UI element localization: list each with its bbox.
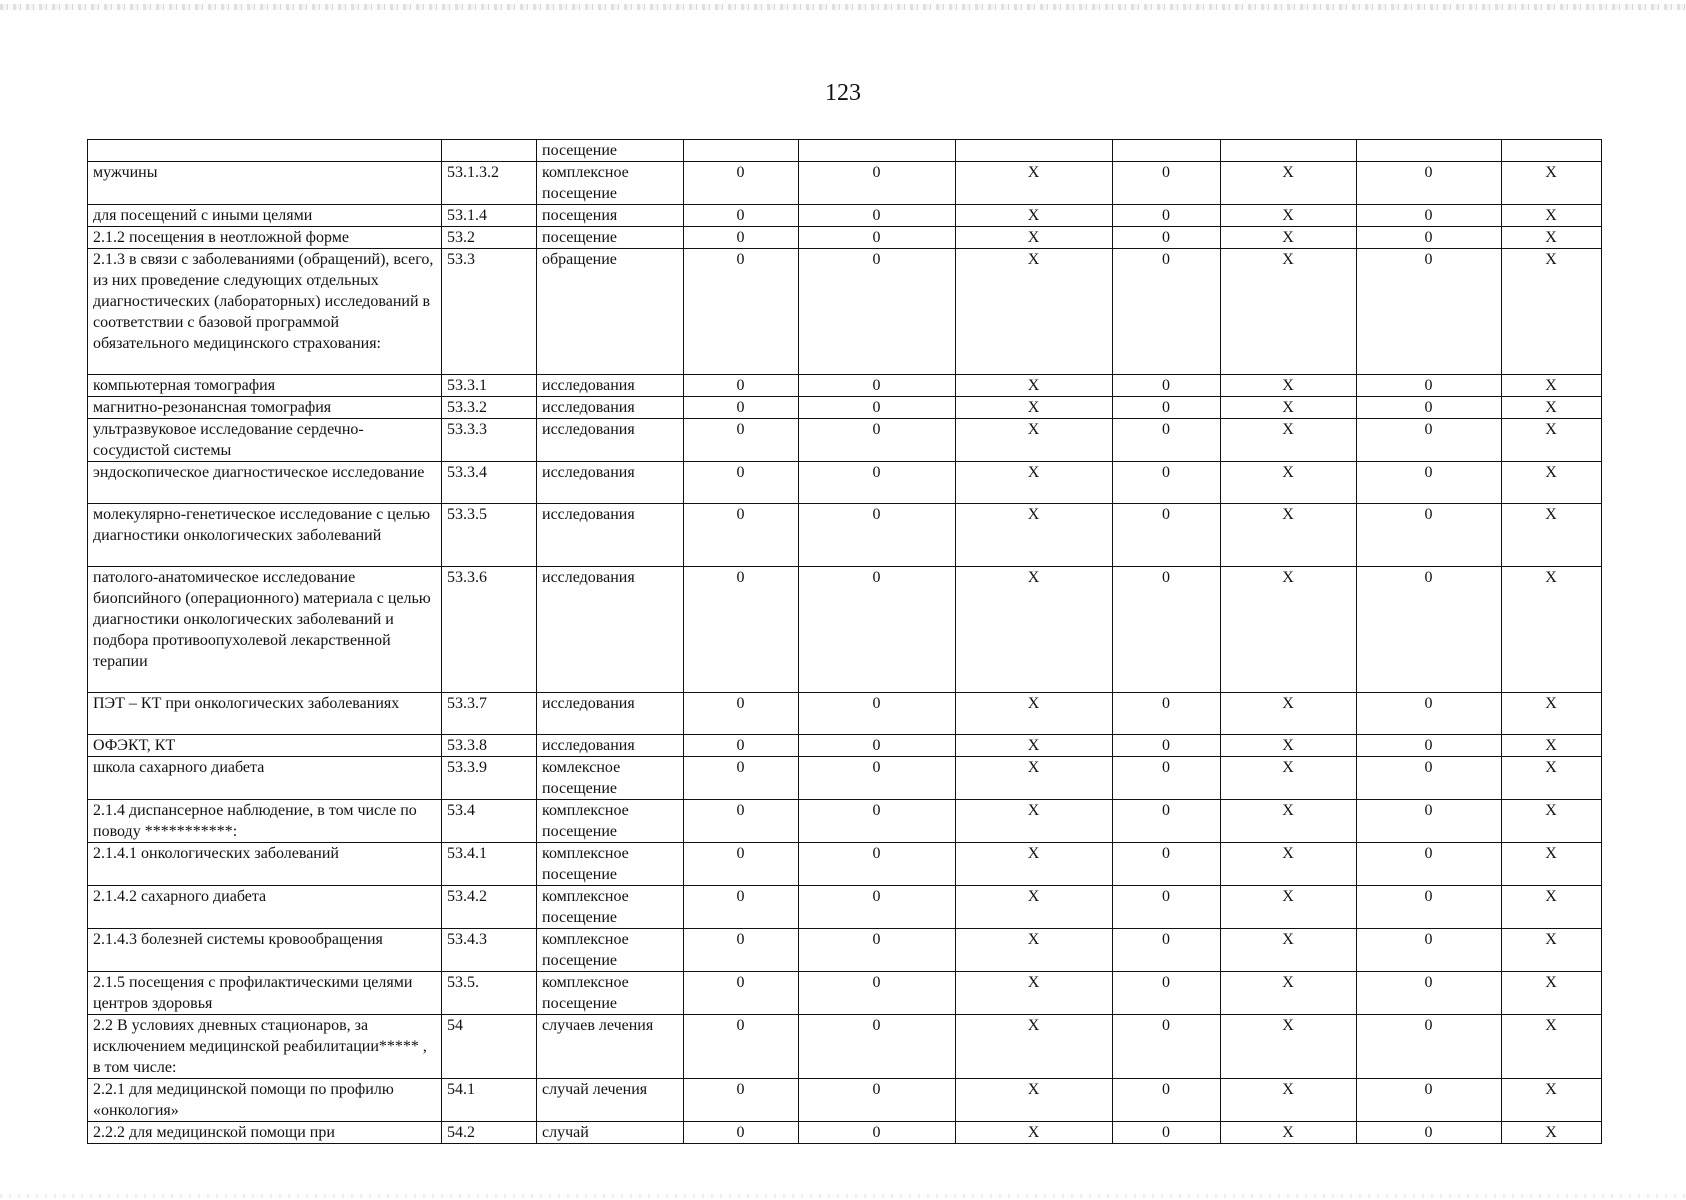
- row-code-cell: 54.2: [442, 1122, 537, 1144]
- row-value-cell: X: [956, 419, 1113, 462]
- table-row: [88, 205, 1602, 227]
- row-value-cell: 0: [1113, 205, 1221, 227]
- table-row: [88, 735, 1602, 757]
- row-code-cell: 53.4.2: [442, 886, 537, 929]
- row-unit-cell: комплексное посещение: [537, 929, 684, 972]
- row-value-cell: 0: [1113, 227, 1221, 249]
- row-value-cell: 0: [799, 757, 956, 800]
- row-name-cell: патолого-анатомическое исследование биопсийного (операционного) материала с целью диагностики онкологических заболеваний и подбора противоопухолевой лекарственной терапии: [88, 567, 442, 693]
- row-value-cell: 0: [1357, 462, 1502, 504]
- row-name-cell: 2.1.4.3 болезней системы кровообращения: [88, 929, 442, 972]
- row-value-cell: 0: [1357, 1079, 1502, 1122]
- row-value-cell: 0: [1113, 800, 1221, 843]
- row-value-cell: 0: [1113, 929, 1221, 972]
- row-value-cell: 0: [799, 375, 956, 397]
- row-value-cell: 0: [799, 504, 956, 567]
- table-row: [88, 227, 1602, 249]
- row-value-cell: X: [1221, 227, 1357, 249]
- row-value-cell: 0: [1113, 972, 1221, 1015]
- row-value-cell: 0: [684, 735, 799, 757]
- row-value-cell: 0: [1357, 227, 1502, 249]
- row-value-cell: X: [1502, 162, 1602, 205]
- row-value-cell: 0: [799, 972, 956, 1015]
- row-name-cell: 2.1.4 диспансерное наблюдение, в том числе по поводу ***********:: [88, 800, 442, 843]
- row-unit-cell: случай лечения: [537, 1079, 684, 1122]
- row-value-cell: 0: [1113, 1122, 1221, 1144]
- row-value-cell: 0: [684, 419, 799, 462]
- row-value-cell: X: [1221, 886, 1357, 929]
- row-value-cell: X: [956, 205, 1113, 227]
- row-name-cell: [88, 140, 442, 162]
- row-unit-cell: посещение: [537, 227, 684, 249]
- row-unit-cell: исследования: [537, 375, 684, 397]
- table-row: [88, 929, 1602, 972]
- row-value-cell: X: [1221, 397, 1357, 419]
- row-value-cell: 0: [1113, 397, 1221, 419]
- row-value-cell: X: [1221, 419, 1357, 462]
- row-code-cell: 53.3: [442, 249, 537, 375]
- row-unit-cell: комплексное посещение: [537, 886, 684, 929]
- row-value-cell: X: [1502, 375, 1602, 397]
- row-name-cell: магнитно-резонансная томография: [88, 397, 442, 419]
- row-value-cell: 0: [1357, 375, 1502, 397]
- row-value-cell: 0: [684, 397, 799, 419]
- row-value-cell: X: [956, 735, 1113, 757]
- row-value-cell: X: [956, 462, 1113, 504]
- row-value-cell: 0: [684, 800, 799, 843]
- row-value-cell: X: [956, 1015, 1113, 1079]
- row-value-cell: 0: [799, 1122, 956, 1144]
- row-value-cell: 0: [1113, 504, 1221, 567]
- row-name-cell: для посещений с иными целями: [88, 205, 442, 227]
- row-value-cell: 0: [1113, 1015, 1221, 1079]
- table-row: [88, 757, 1602, 800]
- row-value-cell: 0: [1357, 735, 1502, 757]
- row-value-cell: 0: [1357, 800, 1502, 843]
- row-unit-cell: посещения: [537, 205, 684, 227]
- row-unit-cell: исследования: [537, 567, 684, 693]
- row-value-cell: 0: [1357, 929, 1502, 972]
- row-value-cell: 0: [684, 972, 799, 1015]
- row-unit-cell: посещение: [537, 140, 684, 162]
- row-code-cell: 53.3.2: [442, 397, 537, 419]
- row-unit-cell: исследования: [537, 397, 684, 419]
- row-value-cell: 0: [1113, 735, 1221, 757]
- row-name-cell: 2.2 В условиях дневных стационаров, за исключением медицинской реабилитации***** , в том числе:: [88, 1015, 442, 1079]
- row-value-cell: 0: [684, 1122, 799, 1144]
- row-code-cell: 53.3.3: [442, 419, 537, 462]
- row-value-cell: 0: [684, 249, 799, 375]
- row-value-cell: X: [1502, 419, 1602, 462]
- row-value-cell: 0: [684, 693, 799, 735]
- row-value-cell: 0: [799, 693, 956, 735]
- table-row: [88, 1079, 1602, 1122]
- row-value-cell: X: [1502, 249, 1602, 375]
- table-row: [88, 504, 1602, 567]
- row-value-cell: X: [1221, 929, 1357, 972]
- row-value-cell: X: [1502, 693, 1602, 735]
- row-value-cell: 0: [684, 1079, 799, 1122]
- row-value-cell: 0: [799, 227, 956, 249]
- row-name-cell: 2.1.2 посещения в неотложной форме: [88, 227, 442, 249]
- row-code-cell: 53.3.4: [442, 462, 537, 504]
- row-value-cell: 0: [1357, 1015, 1502, 1079]
- row-unit-cell: обращение: [537, 249, 684, 375]
- row-value-cell: [1221, 140, 1357, 162]
- table-row: [88, 972, 1602, 1015]
- row-unit-cell: комлексное посещение: [537, 757, 684, 800]
- row-value-cell: 0: [1357, 205, 1502, 227]
- row-code-cell: 53.2: [442, 227, 537, 249]
- row-value-cell: X: [1221, 757, 1357, 800]
- row-name-cell: 2.1.4.2 сахарного диабета: [88, 886, 442, 929]
- row-name-cell: ультразвуковое исследование сердечно-сосудистой системы: [88, 419, 442, 462]
- row-value-cell: 0: [1357, 504, 1502, 567]
- row-value-cell: 0: [1357, 419, 1502, 462]
- row-value-cell: 0: [684, 205, 799, 227]
- row-value-cell: X: [956, 249, 1113, 375]
- row-unit-cell: исследования: [537, 504, 684, 567]
- row-value-cell: X: [1502, 886, 1602, 929]
- row-code-cell: 53.3.5: [442, 504, 537, 567]
- row-value-cell: 0: [684, 757, 799, 800]
- row-unit-cell: исследования: [537, 462, 684, 504]
- row-value-cell: 0: [1113, 757, 1221, 800]
- row-name-cell: школа сахарного диабета: [88, 757, 442, 800]
- row-value-cell: 0: [1113, 462, 1221, 504]
- row-value-cell: X: [1502, 205, 1602, 227]
- data-table: [87, 139, 1602, 1144]
- row-value-cell: X: [1221, 972, 1357, 1015]
- row-unit-cell: комплексное посещение: [537, 800, 684, 843]
- table-row: [88, 375, 1602, 397]
- row-value-cell: X: [1502, 972, 1602, 1015]
- table-row: [88, 800, 1602, 843]
- row-value-cell: 0: [799, 886, 956, 929]
- row-value-cell: 0: [799, 162, 956, 205]
- row-unit-cell: комплексное посещение: [537, 972, 684, 1015]
- row-value-cell: X: [1502, 227, 1602, 249]
- row-value-cell: 0: [684, 567, 799, 693]
- row-name-cell: 2.1.5 посещения с профилактическими целями центров здоровья: [88, 972, 442, 1015]
- table-row: [88, 1015, 1602, 1079]
- row-value-cell: 0: [799, 419, 956, 462]
- row-value-cell: 0: [684, 843, 799, 886]
- row-value-cell: 0: [1113, 249, 1221, 375]
- row-value-cell: X: [1221, 504, 1357, 567]
- row-value-cell: X: [1221, 205, 1357, 227]
- row-value-cell: 0: [1113, 162, 1221, 205]
- row-value-cell: 0: [799, 735, 956, 757]
- table-row: [88, 397, 1602, 419]
- row-value-cell: X: [956, 843, 1113, 886]
- row-value-cell: X: [1502, 1079, 1602, 1122]
- row-value-cell: X: [1502, 1122, 1602, 1144]
- row-value-cell: X: [1221, 1122, 1357, 1144]
- row-code-cell: 53.1.3.2: [442, 162, 537, 205]
- table-row: [88, 162, 1602, 205]
- row-unit-cell: исследования: [537, 693, 684, 735]
- row-unit-cell: случай: [537, 1122, 684, 1144]
- row-value-cell: [1502, 140, 1602, 162]
- row-value-cell: X: [956, 1122, 1113, 1144]
- row-value-cell: [799, 140, 956, 162]
- row-value-cell: 0: [684, 504, 799, 567]
- row-value-cell: X: [956, 567, 1113, 693]
- scan-border-bottom: [0, 1194, 1686, 1198]
- row-value-cell: X: [1221, 462, 1357, 504]
- row-value-cell: X: [956, 757, 1113, 800]
- row-code-cell: 53.4: [442, 800, 537, 843]
- table-row: [88, 249, 1602, 375]
- row-code-cell: 53.1.4: [442, 205, 537, 227]
- row-value-cell: 0: [684, 462, 799, 504]
- row-value-cell: 0: [1357, 567, 1502, 693]
- row-code-cell: 53.3.8: [442, 735, 537, 757]
- row-value-cell: 0: [1357, 162, 1502, 205]
- row-value-cell: X: [1221, 162, 1357, 205]
- row-value-cell: 0: [799, 843, 956, 886]
- row-value-cell: X: [1221, 567, 1357, 693]
- table-row: [88, 140, 1602, 162]
- row-name-cell: 2.1.4.1 онкологических заболеваний: [88, 843, 442, 886]
- row-name-cell: 2.1.3 в связи с заболеваниями (обращений), всего, из них проведение следующих отдельных диагностических (лабораторных) исследований в соответствии с базовой программой обязательного медицинского страхования:: [88, 249, 442, 375]
- row-value-cell: 0: [684, 162, 799, 205]
- row-value-cell: X: [1221, 800, 1357, 843]
- row-value-cell: X: [1221, 1015, 1357, 1079]
- row-value-cell: X: [1221, 375, 1357, 397]
- row-code-cell: 53.5.: [442, 972, 537, 1015]
- row-name-cell: 2.2.2 для медицинской помощи при: [88, 1122, 442, 1144]
- row-name-cell: ОФЭКТ, КТ: [88, 735, 442, 757]
- row-value-cell: X: [1221, 1079, 1357, 1122]
- row-value-cell: X: [1502, 929, 1602, 972]
- row-code-cell: [442, 140, 537, 162]
- row-value-cell: 0: [684, 375, 799, 397]
- table-row: [88, 1122, 1602, 1144]
- row-value-cell: X: [956, 375, 1113, 397]
- row-value-cell: [1113, 140, 1221, 162]
- row-value-cell: X: [1502, 757, 1602, 800]
- row-unit-cell: комплексное посещение: [537, 843, 684, 886]
- table-body: [88, 140, 1602, 1144]
- row-value-cell: X: [1502, 800, 1602, 843]
- row-value-cell: X: [1221, 843, 1357, 886]
- table-row: [88, 843, 1602, 886]
- row-unit-cell: исследования: [537, 735, 684, 757]
- row-value-cell: [956, 140, 1113, 162]
- row-value-cell: X: [1221, 693, 1357, 735]
- row-code-cell: 53.4.3: [442, 929, 537, 972]
- row-value-cell: 0: [1113, 1079, 1221, 1122]
- row-name-cell: молекулярно-генетическое исследование с целью диагностики онкологических заболеваний: [88, 504, 442, 567]
- row-value-cell: 0: [799, 397, 956, 419]
- row-value-cell: X: [956, 504, 1113, 567]
- row-value-cell: 0: [684, 929, 799, 972]
- row-value-cell: X: [1221, 249, 1357, 375]
- row-value-cell: 0: [1113, 843, 1221, 886]
- row-code-cell: 53.3.1: [442, 375, 537, 397]
- table-row: [88, 693, 1602, 735]
- row-value-cell: X: [956, 162, 1113, 205]
- row-value-cell: 0: [1357, 1122, 1502, 1144]
- row-value-cell: 0: [684, 886, 799, 929]
- row-value-cell: X: [956, 800, 1113, 843]
- row-value-cell: 0: [799, 249, 956, 375]
- row-value-cell: 0: [1113, 693, 1221, 735]
- page-number: 123: [825, 80, 861, 106]
- row-value-cell: 0: [684, 227, 799, 249]
- row-value-cell: 0: [1357, 249, 1502, 375]
- row-code-cell: 54: [442, 1015, 537, 1079]
- row-code-cell: 53.3.7: [442, 693, 537, 735]
- row-value-cell: 0: [799, 800, 956, 843]
- row-value-cell: 0: [799, 1015, 956, 1079]
- row-value-cell: 0: [799, 462, 956, 504]
- row-value-cell: X: [1502, 397, 1602, 419]
- row-value-cell: X: [956, 397, 1113, 419]
- row-code-cell: 53.4.1: [442, 843, 537, 886]
- table-row: [88, 419, 1602, 462]
- row-value-cell: 0: [799, 929, 956, 972]
- row-value-cell: 0: [1357, 757, 1502, 800]
- table-row: [88, 462, 1602, 504]
- row-value-cell: 0: [1357, 886, 1502, 929]
- row-value-cell: 0: [1113, 886, 1221, 929]
- row-value-cell: 0: [1113, 375, 1221, 397]
- row-value-cell: X: [1502, 843, 1602, 886]
- row-value-cell: X: [956, 972, 1113, 1015]
- row-value-cell: [1357, 140, 1502, 162]
- row-value-cell: X: [1502, 504, 1602, 567]
- row-value-cell: 0: [799, 567, 956, 693]
- row-value-cell: X: [956, 886, 1113, 929]
- scan-border-top: [0, 4, 1686, 10]
- row-name-cell: компьютерная томография: [88, 375, 442, 397]
- row-value-cell: 0: [1357, 397, 1502, 419]
- row-value-cell: [684, 140, 799, 162]
- row-name-cell: мужчины: [88, 162, 442, 205]
- row-name-cell: 2.2.1 для медицинской помощи по профилю «онкология»: [88, 1079, 442, 1122]
- row-value-cell: 0: [799, 205, 956, 227]
- row-value-cell: X: [1502, 462, 1602, 504]
- row-code-cell: 54.1: [442, 1079, 537, 1122]
- row-unit-cell: случаев лечения: [537, 1015, 684, 1079]
- row-value-cell: X: [1502, 567, 1602, 693]
- row-name-cell: ПЭТ – КТ при онкологических заболеваниях: [88, 693, 442, 735]
- row-code-cell: 53.3.9: [442, 757, 537, 800]
- row-code-cell: 53.3.6: [442, 567, 537, 693]
- table-row: [88, 567, 1602, 693]
- row-value-cell: X: [1221, 735, 1357, 757]
- row-value-cell: X: [1502, 1015, 1602, 1079]
- row-unit-cell: комплексное посещение: [537, 162, 684, 205]
- row-value-cell: X: [956, 929, 1113, 972]
- row-value-cell: X: [956, 227, 1113, 249]
- row-unit-cell: исследования: [537, 419, 684, 462]
- row-name-cell: эндоскопическое диагностическое исследование: [88, 462, 442, 504]
- row-value-cell: 0: [684, 1015, 799, 1079]
- table-row: [88, 886, 1602, 929]
- row-value-cell: 0: [1113, 567, 1221, 693]
- row-value-cell: 0: [1113, 419, 1221, 462]
- row-value-cell: 0: [799, 1079, 956, 1122]
- row-value-cell: 0: [1357, 693, 1502, 735]
- row-value-cell: X: [956, 1079, 1113, 1122]
- row-value-cell: 0: [1357, 972, 1502, 1015]
- row-value-cell: 0: [1357, 843, 1502, 886]
- row-value-cell: X: [956, 693, 1113, 735]
- row-value-cell: X: [1502, 735, 1602, 757]
